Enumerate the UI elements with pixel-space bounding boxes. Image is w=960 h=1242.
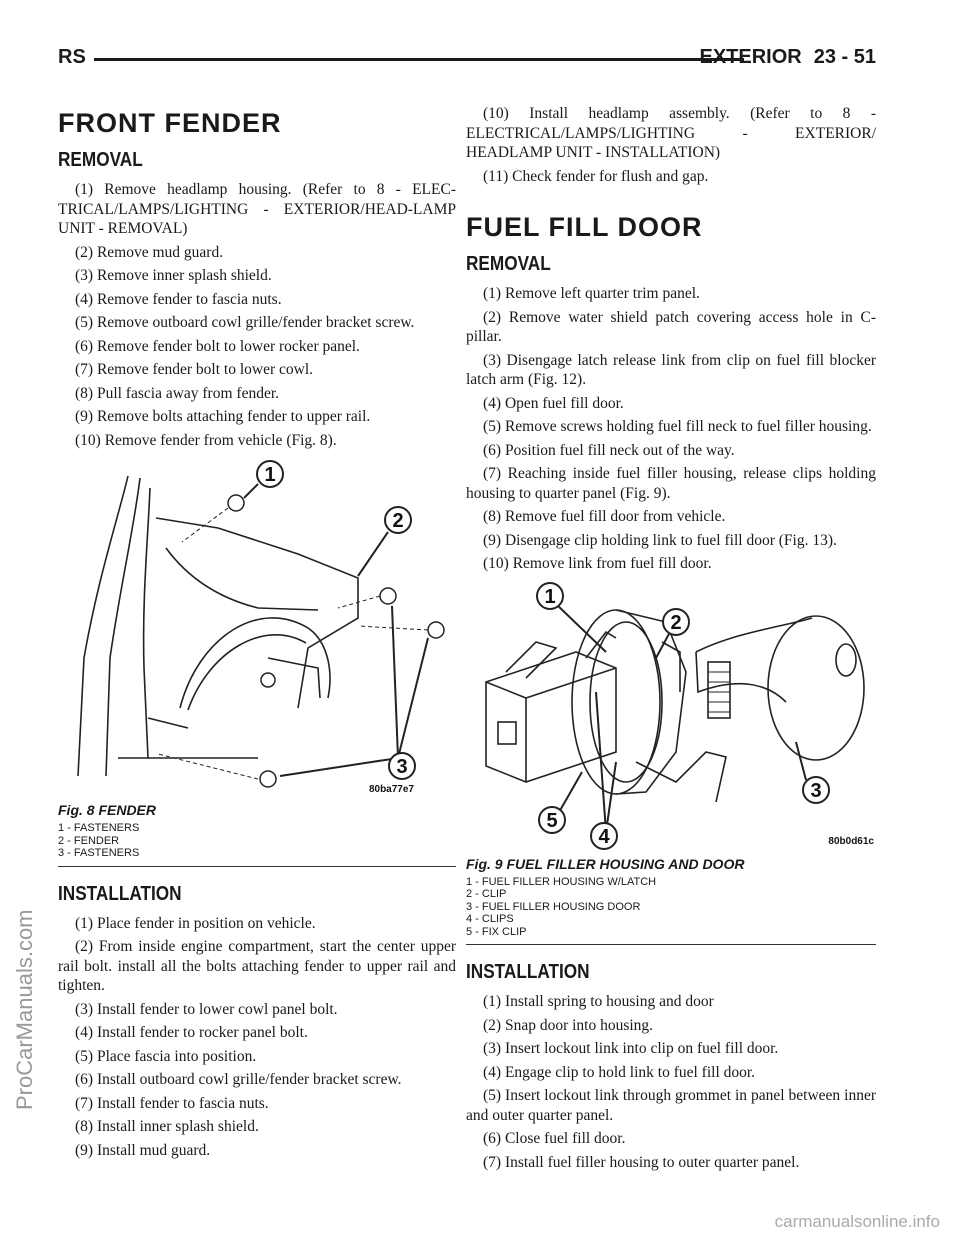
- callout-4: 4: [598, 825, 610, 848]
- right-column: [466, 104, 876, 1176]
- step: (5) Place fascia into position.: [75, 1047, 257, 1065]
- front-fender-removal-heading: REMOVAL: [58, 149, 143, 171]
- header-page-number: 23 - 51: [813, 46, 876, 68]
- figure-caption: Fig. 9 FUEL FILLER HOUSING AND DOOR: [466, 855, 745, 872]
- step: (4) Engage clip to hold link to fuel fill door.: [483, 1063, 756, 1081]
- legend-item: 3 - FUEL FILLER HOUSING DOOR: [466, 900, 641, 913]
- left-column: [58, 108, 456, 1164]
- callout-5: 5: [546, 809, 558, 832]
- step: (6) Remove fender bolt to lower rocker panel.: [75, 337, 360, 355]
- page-header: [58, 44, 876, 70]
- fuel-fill-door-installation-heading: INSTALLATION: [466, 961, 590, 983]
- step: (9) Disengage clip holding link to fuel fill door (Fig. 13).: [483, 531, 837, 549]
- step: (2) Remove water shield patch covering access hole in C-pillar.: [466, 308, 876, 345]
- legend-item: 1 - FASTENERS: [58, 822, 140, 834]
- step: (8) Remove fuel fill door from vehicle.: [483, 508, 726, 525]
- step: (1) Remove left quarter trim panel.: [483, 285, 700, 302]
- step: (7) Remove fender bolt to lower cowl.: [75, 361, 314, 378]
- step: (7) Reaching inside fuel filler housing, release clips holding housing to quarter panel (Fig. 9).: [466, 465, 876, 502]
- step: (9) Remove bolts attaching fender to upper rail.: [75, 408, 371, 425]
- step: (3) Disengage latch release link from clip on fuel fill blocker latch arm (Fig. 12).: [466, 351, 876, 388]
- step: (10) Install headlamp assembly. (Refer to 8 - ELECTRICAL/LAMPS/LIGHTING - EXTERIOR/ HEADLAMP UNIT - INSTALLATION): [466, 105, 876, 161]
- fender-diagram: [58, 458, 456, 798]
- step: (10) Remove link from fuel fill door.: [483, 555, 712, 572]
- header-model-code: RS: [58, 46, 86, 68]
- step: (1) Install spring to housing and door: [483, 993, 714, 1010]
- step: (4) Open fuel fill door.: [483, 394, 624, 412]
- figure-caption: Fig. 8 FENDER: [58, 802, 157, 818]
- front-fender-installation-heading: INSTALLATION: [58, 882, 182, 905]
- front-fender-installation-steps: [58, 914, 456, 1161]
- figure-rule: [58, 866, 456, 867]
- step: (6) Install outboard cowl grille/fender bracket screw.: [75, 1071, 402, 1088]
- step: (8) Pull fascia away from fender.: [75, 384, 280, 402]
- step: (3) Install fender to lower cowl panel bolt.: [75, 1000, 338, 1018]
- step: (8) Install inner splash shield.: [75, 1118, 259, 1135]
- callout-3: 3: [396, 756, 408, 778]
- callout-3: 3: [810, 779, 822, 802]
- step: (1) Remove headlamp housing. (Refer to 8 - ELEC-TRICAL/LAMPS/LIGHTING - EXTERIOR/HEAD-LAMP UNIT - REMOVAL): [58, 181, 456, 237]
- step: (2) Snap door into housing.: [483, 1016, 654, 1034]
- header-right: [699, 46, 876, 69]
- step: (1) Place fender in position on vehicle.: [75, 914, 316, 932]
- figure-legend: [466, 876, 876, 939]
- side-watermark: ProCarManuals.com: [12, 909, 37, 1110]
- figure-legend: [58, 822, 456, 860]
- fuel-filler-diagram: [466, 582, 876, 852]
- callout-1: 1: [264, 464, 276, 486]
- figure-rule: [466, 944, 876, 945]
- legend-item: 5 - FIX CLIP: [466, 925, 527, 938]
- step: (3) Remove inner splash shield.: [75, 267, 272, 284]
- step: (4) Install fender to rocker panel bolt.: [75, 1024, 308, 1041]
- bottom-watermark: carmanualsonline.info: [774, 1212, 940, 1231]
- legend-item: 2 - FENDER: [58, 834, 120, 847]
- figure-8-fender: [58, 458, 456, 867]
- legend-item: 3 - FASTENERS: [58, 847, 140, 859]
- step: (2) Remove mud guard.: [75, 243, 224, 261]
- step: (2) From inside engine compartment, start the center upper rail bolt. install all the bolts attaching fender to upper rail and tighten.: [58, 938, 456, 994]
- figure-code: 80b0d61c: [828, 835, 874, 847]
- figure-9-fuel-filler-housing: [466, 582, 876, 946]
- figure-code: 80ba77e7: [368, 784, 414, 795]
- legend-item: 2 - CLIP: [466, 888, 507, 900]
- step: (5) Remove outboard cowl grille/fender bracket screw.: [75, 314, 415, 331]
- fuel-fill-door-removal-steps: [466, 284, 876, 574]
- fuel-fill-door-title: FUEL FILL DOOR: [466, 212, 703, 242]
- header-rule: [94, 58, 744, 61]
- step: (6) Close fuel fill door.: [483, 1130, 626, 1147]
- legend-item: 4 - CLIPS: [466, 913, 514, 925]
- step: (11) Check fender for flush and gap.: [483, 167, 709, 185]
- callout-2: 2: [670, 611, 682, 634]
- step: (10) Remove fender from vehicle (Fig. 8).: [75, 431, 337, 449]
- fuel-fill-door-removal-heading: REMOVAL: [466, 253, 551, 275]
- step: (7) Install fender to fascia nuts.: [75, 1094, 269, 1112]
- step: (9) Install mud guard.: [75, 1141, 211, 1159]
- step: (5) Insert lockout link through grommet in panel between inner and outer quarter panel.: [466, 1087, 876, 1124]
- legend-item: 1 - FUEL FILLER HOUSING W/LATCH: [466, 875, 657, 888]
- front-fender-removal-steps: [58, 180, 456, 450]
- step: (7) Install fuel filler housing to outer quarter panel.: [483, 1153, 800, 1171]
- callout-2: 2: [392, 510, 404, 532]
- step: (3) Insert lockout link into clip on fuel fill door.: [483, 1040, 779, 1057]
- step: (5) Remove screws holding fuel fill neck to fuel filler housing.: [483, 418, 872, 435]
- front-fender-title: FRONT FENDER: [58, 108, 282, 138]
- header-section: EXTERIOR: [699, 46, 802, 68]
- fuel-fill-door-installation-steps: [466, 992, 876, 1172]
- step: (4) Remove fender to fascia nuts.: [75, 290, 282, 308]
- front-fender-installation-continued: [466, 104, 876, 186]
- step: (6) Position fuel fill neck out of the way.: [483, 441, 735, 459]
- callout-1: 1: [544, 585, 556, 608]
